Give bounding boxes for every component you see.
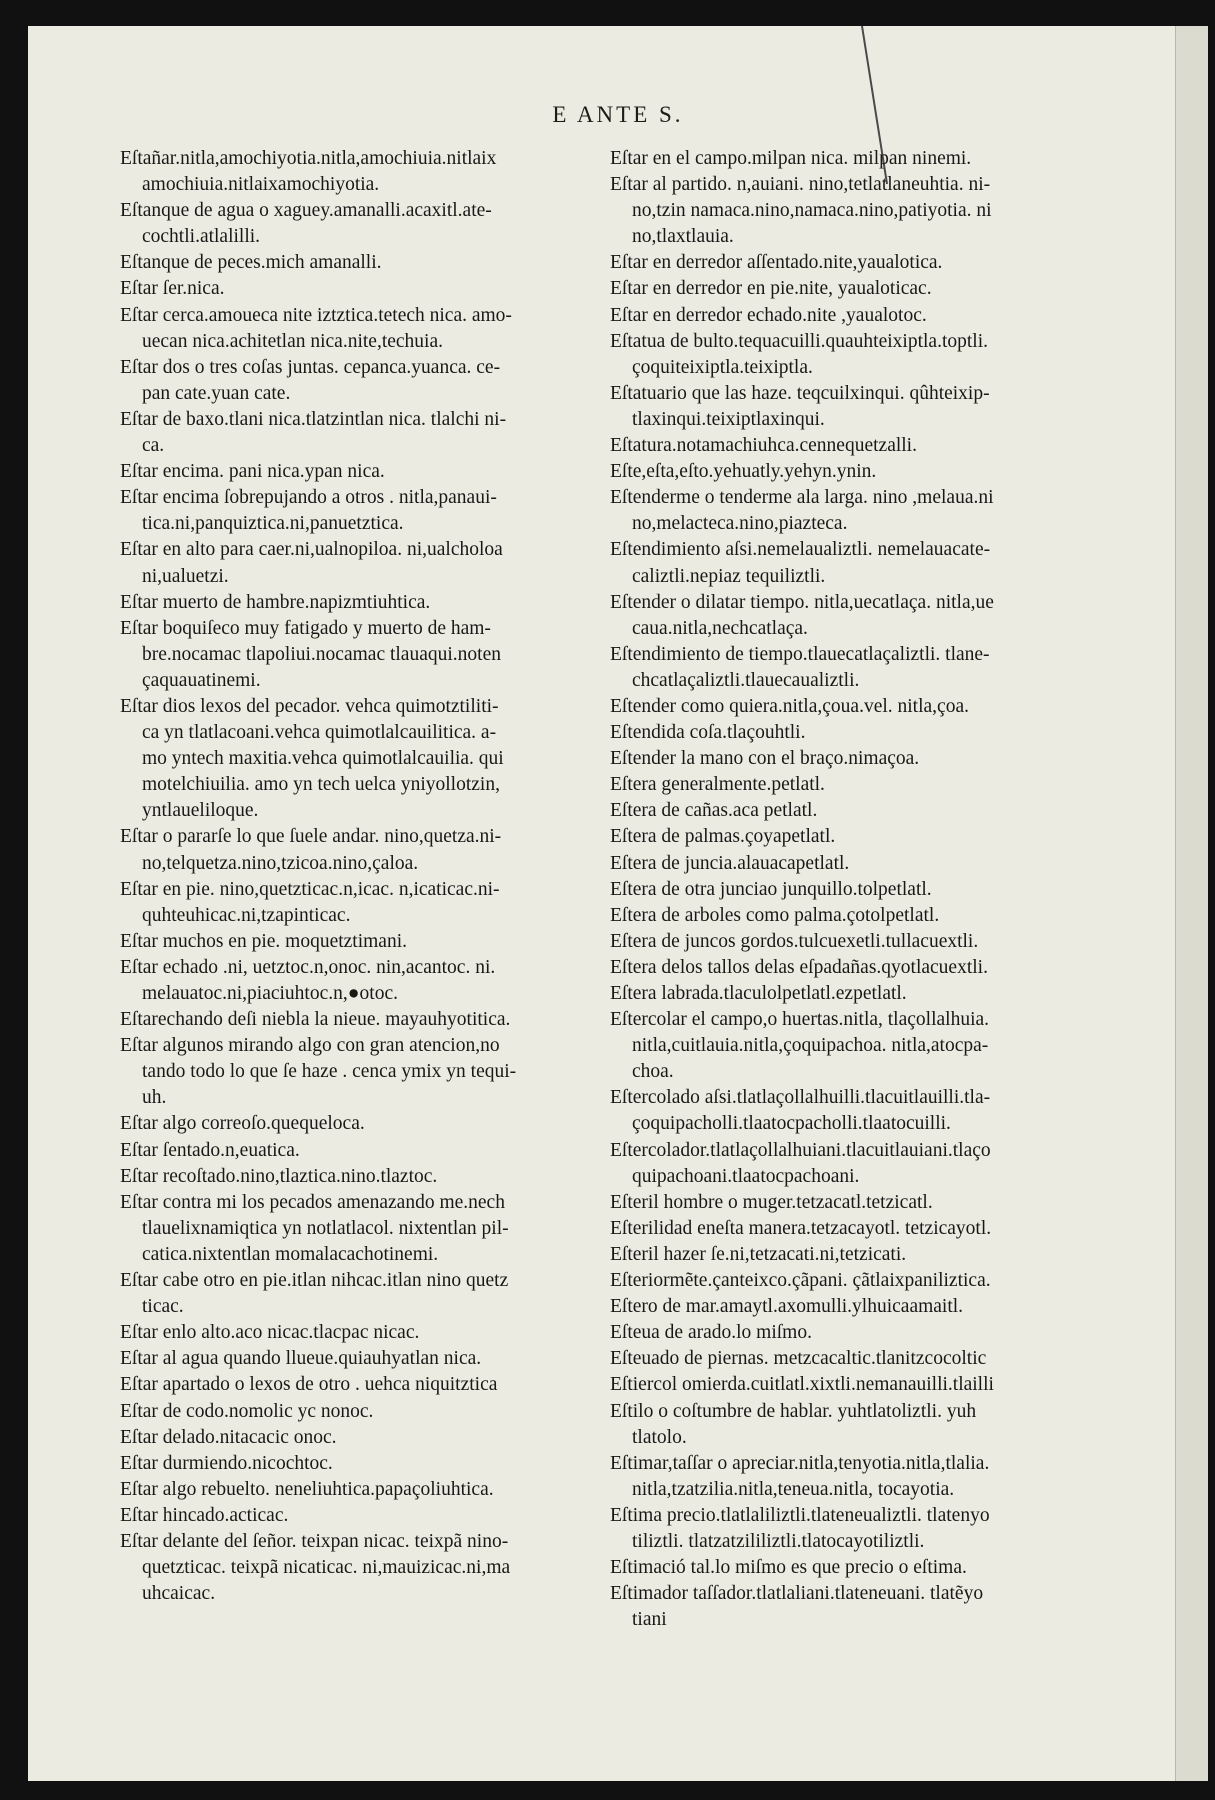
dictionary-line: Eſtar de baxo.tlani nica.tlatzintlan nica. tlalchi ni- bbox=[120, 408, 507, 430]
dictionary-line: amochiuia.nitlaixamochiyotia. bbox=[142, 174, 380, 196]
page-header: E ANTE S. bbox=[552, 102, 684, 127]
dictionary-line: pan cate.yuan cate. bbox=[142, 382, 291, 404]
dictionary-line: tiliztli. tlatzatzililiztli.tlatocayotiliztli. bbox=[632, 1530, 925, 1552]
dictionary-line: Eſtar encima ſobrepujando a otros . nitla,panaui- bbox=[120, 487, 497, 509]
dictionary-line: Eſtimació tal.lo miſmo es que precio o eſtima. bbox=[610, 1557, 967, 1579]
dictionary-line: Eſtendimiento de tiempo.tlauecatlaçaliztli. tlane- bbox=[610, 643, 990, 665]
dictionary-line: mo yntech maxitia.vehca quimotlalcauilia. qui bbox=[142, 748, 504, 770]
dictionary-line: ca yn tlatlacoani.vehca quimotlalcauilitica. a- bbox=[142, 722, 497, 744]
dictionary-line: Eſtilo o coſtumbre de hablar. yuhtlatoliztli. yuh bbox=[610, 1400, 977, 1422]
dictionary-line: tando todo lo que ſe haze . cenca ymix yn tequi- bbox=[142, 1061, 517, 1083]
dictionary-line: Eſtar ſentado.n,euatica. bbox=[120, 1139, 300, 1161]
dictionary-line: Eſtera generalmente.petlatl. bbox=[610, 774, 825, 796]
dictionary-line: no,tlaxtlauia. bbox=[632, 226, 734, 248]
dictionary-line: Eſteua de arado.lo miſmo. bbox=[610, 1322, 812, 1344]
dictionary-line: quipachoani.tlaatocpachoani. bbox=[632, 1165, 860, 1187]
dictionary-line: Eſtender o dilatar tiempo. nitla,uecatlaça. nitla,ue bbox=[610, 591, 994, 613]
dictionary-line: Eſtera labrada.tlaculolpetlatl.ezpetlatl. bbox=[610, 983, 907, 1004]
dictionary-line: Eſtar en el campo.milpan nica. milpan ninemi. bbox=[610, 148, 972, 169]
dictionary-line: Eſtender la mano con el braço.nimaçoa. bbox=[610, 748, 920, 770]
dictionary-line: Eſtimador taſſador.tlatlaliani.tlateneuani. tlatẽyo bbox=[610, 1583, 984, 1605]
left-column bbox=[120, 146, 620, 1607]
right-column bbox=[610, 146, 1120, 1633]
dictionary-line: Eſtar algunos mirando algo con gran atencion,no bbox=[120, 1035, 500, 1057]
dictionary-line: caliztli.nepiaz tequiliztli. bbox=[632, 565, 826, 587]
dictionary-line: Eſtarechando deſi niebla la nieue. mayauhyotitica. bbox=[120, 1009, 511, 1031]
dictionary-line: Eſtar cabe otro en pie.itlan nihcac.itlan nino quetz bbox=[120, 1270, 509, 1292]
dictionary-line: Eſtera de juncia.alauacapetlatl. bbox=[610, 852, 850, 874]
dictionary-line: quetzticac. teixpã nicaticac. ni,mauizicac.ni,ma bbox=[142, 1557, 511, 1579]
dictionary-line: no,melacteca.nino,piazteca. bbox=[632, 513, 848, 535]
dictionary-line: Eſtar de codo.nomolic yc nonoc. bbox=[120, 1400, 374, 1422]
dictionary-line: çaquauatinemi. bbox=[142, 669, 261, 691]
dictionary-line: Eſtendimiento aſsi.nemelaualiztli. nemelauacate- bbox=[610, 539, 991, 561]
dictionary-line: uhcaicac. bbox=[142, 1583, 216, 1605]
dictionary-line: Eſtera de palmas.çoyapetlatl. bbox=[610, 826, 836, 848]
dictionary-line: Eſtar en derredor echado.nite ,yaualotoc. bbox=[610, 304, 927, 326]
dictionary-line: yntlaueliloque. bbox=[142, 800, 259, 822]
dictionary-line: Eſtatuario que las haze. teqcuilxinqui. qûhteixip- bbox=[610, 382, 990, 404]
dictionary-line: Eſtar en derredor aſſentado.nite,yaualotica. bbox=[610, 252, 943, 274]
dictionary-line: Eſtar enlo alto.aco nicac.tlacpac nicac. bbox=[120, 1322, 420, 1344]
dictionary-line: nitla,cuitlauia.nitla,çoquipachoa. nitla,atocpa- bbox=[632, 1035, 989, 1057]
dictionary-line: Eſtar al partido. n,auiani. nino,tetlatlaneuhtia. ni- bbox=[610, 174, 991, 196]
dictionary-line: Eſtercolador.tlatlaçollalhuiani.tlacuitlauiani.tlaço bbox=[610, 1139, 991, 1161]
dictionary-line: Eſtar hincado.acticac. bbox=[120, 1504, 289, 1526]
dictionary-line: ticac. bbox=[142, 1296, 184, 1318]
dictionary-line: no,tzin namaca.nino,namaca.nino,patiyotia. ni bbox=[632, 200, 992, 222]
dictionary-line: ni,ualuetzi. bbox=[142, 565, 229, 587]
dictionary-line: Eſtar recoſtado.nino,tlaztica.nino.tlaztoc. bbox=[120, 1165, 438, 1187]
dictionary-line: Eſtatua de bulto.tequacuilli.quauhteixiptla.toptli. bbox=[610, 330, 988, 352]
dictionary-line: Eſtar cerca.amoueca nite iztztica.tetech nica. amo- bbox=[120, 304, 512, 326]
dictionary-line: choa. bbox=[632, 1061, 674, 1083]
dictionary-line: tiani bbox=[632, 1609, 667, 1631]
dictionary-line: Eſtar en alto para caer.ni,ualnopiloa. ni,ualcholoa bbox=[120, 539, 503, 561]
dictionary-line: Eſtenderme o tenderme ala larga. nino ,melaua.ni bbox=[610, 487, 994, 509]
dictionary-line: Eſtar contra mi los pecados amenazando me.nech bbox=[120, 1191, 505, 1213]
dictionary-line: caua.nitla,nechcatlaça. bbox=[632, 617, 808, 639]
dictionary-line: cochtli.atlalilli. bbox=[142, 226, 261, 248]
dictionary-line: Eſtar ſer.nica. bbox=[120, 278, 225, 300]
dictionary-line: Eſtar en derredor en pie.nite, yaualoticac. bbox=[610, 278, 932, 300]
dictionary-line: Eſtanque de agua o xaguey.amanalli.acaxitl.ate- bbox=[120, 200, 492, 222]
dictionary-line: Eſtera de otra junciao junquillo.tolpetlatl. bbox=[610, 878, 932, 900]
dictionary-line: Eſteuado de piernas. metzcacaltic.tlanitzcocoltic bbox=[610, 1348, 987, 1370]
dictionary-line: motelchiuilia. amo yn tech uelca yniyollotzin, bbox=[142, 774, 500, 796]
dictionary-line: Eſtar algo correoſo.quequeloca. bbox=[120, 1113, 365, 1135]
dictionary-line: Eſtar muerto de hambre.napizmtiuhtica. bbox=[120, 591, 431, 613]
dictionary-line: ca. bbox=[142, 435, 165, 457]
dictionary-line: Eſtar durmiendo.nicochtoc. bbox=[120, 1452, 333, 1474]
dictionary-line: Eſtar delante del ſeñor. teixpan nicac. teixpã nino- bbox=[120, 1530, 509, 1552]
dictionary-line: uh. bbox=[142, 1087, 167, 1109]
dictionary-line: Eſtar apartado o lexos de otro . uehca niquitztica bbox=[120, 1374, 498, 1396]
dictionary-line: Eſtar en pie. nino,quetzticac.n,icac. n,icaticac.ni- bbox=[120, 878, 500, 900]
dictionary-line: Eſtar boquiſeco muy fatigado y muerto de ham- bbox=[120, 617, 491, 639]
dictionary-line: chcatlaçaliztli.tlauecaualiztli. bbox=[632, 669, 860, 691]
dictionary-line: Eſtatura.notamachiuhca.cennequetzalli. bbox=[610, 435, 917, 457]
dictionary-line: Eſtera de cañas.aca petlatl. bbox=[610, 800, 818, 822]
dictionary-line: Eſtera de arboles como palma.çotolpetlatl. bbox=[610, 904, 940, 926]
dictionary-line: tlaxinqui.teixiptlaxinqui. bbox=[632, 408, 825, 430]
dictionary-line: Eſtero de mar.amaytl.axomulli.ylhuicaamaitl. bbox=[610, 1296, 964, 1318]
dictionary-line: Eſtera delos tallos delas eſpadañas.qyotlacuextli. bbox=[610, 956, 988, 978]
dictionary-line: Eſtima precio.tlatlaliliztli.tlateneualiztli. tlatenyo bbox=[610, 1504, 990, 1526]
dictionary-line: Eſtar o pararſe lo que ſuele andar. nino,quetza.ni- bbox=[120, 826, 502, 848]
dictionary-line: tlauelixnamiqtica yn notlatlacol. nixtentlan pil- bbox=[142, 1217, 509, 1239]
dictionary-line: melauatoc.ni,piaciuhtoc.n,●otoc. bbox=[142, 983, 398, 1004]
dictionary-line: Eſtar dos o tres coſas juntas. cepanca.yuanca. ce- bbox=[120, 356, 501, 378]
dictionary-line: çoquipacholli.tlaatocpacholli.tlaatocuilli. bbox=[632, 1113, 951, 1135]
dictionary-line: Eſtar algo rebuelto. neneliuhtica.papaçoliuhtica. bbox=[120, 1478, 494, 1500]
dictionary-line: nitla,tzatzilia.nitla,teneua.nitla, tocayotia. bbox=[632, 1478, 955, 1500]
dictionary-line: Eſteriormẽte.çanteixco.çãpani. çãtlaixpaniliztica. bbox=[610, 1270, 991, 1292]
dictionary-line: Eſterilidad eneſta manera.tetzacayotl. tetzicayotl. bbox=[610, 1217, 992, 1239]
dictionary-line: Eſtera de juncos gordos.tulcuexetli.tullacuextli. bbox=[610, 930, 979, 952]
dictionary-line: tlatolo. bbox=[632, 1426, 687, 1448]
dictionary-line: Eſtercolar el campo,o huertas.nitla, tlaçollalhuia. bbox=[610, 1009, 990, 1031]
dictionary-line: Eſteril hombre o muger.tetzacatl.tetzicatl. bbox=[610, 1191, 933, 1213]
dictionary-line: Eſtiercol omierda.cuitlatl.xixtli.nemanauilli.tlailli bbox=[610, 1374, 994, 1396]
dictionary-line: Eſtar al agua quando llueue.quiauhyatlan nica. bbox=[120, 1348, 482, 1370]
dictionary-line: catica.nixtentlan momalacachotinemi. bbox=[142, 1243, 439, 1265]
dictionary-line: Eſtercolado aſsi.tlatlaçollalhuilli.tlacuitlauilli.tla- bbox=[610, 1087, 991, 1109]
dictionary-line: Eſtar muchos en pie. moquetztimani. bbox=[120, 930, 408, 952]
dictionary-line: Eſtender como quiera.nitla,çoua.vel. nitla,çoa. bbox=[610, 695, 969, 717]
dictionary-line: no,telquetza.nino,tzicoa.nino,çaloa. bbox=[142, 852, 419, 874]
dictionary-line: Eſteril hazer ſe.ni,tetzacati.ni,tetzicati. bbox=[610, 1243, 907, 1265]
dictionary-line: Eſtañar.nitla,amochiyotia.nitla,amochiuia.nitlaix bbox=[120, 148, 497, 169]
dictionary-line: quhteuhicac.ni,tzapinticac. bbox=[142, 904, 351, 926]
dictionary-line: uecan nica.achitetlan nica.nite,techuia. bbox=[142, 330, 444, 352]
dictionary-line: Eſte,eſta,eſto.yehuatly.yehyn.ynin. bbox=[610, 461, 877, 483]
dictionary-line: Eſtimar,taſſar o apreciar.nitla,tenyotia.nitla,tlalia. bbox=[610, 1452, 990, 1474]
dictionary-line: Eſtar dios lexos del pecador. vehca quimotztiliti- bbox=[120, 695, 499, 717]
dictionary-line: Eſtar echado .ni, uetztoc.n,onoc. nin,acantoc. ni. bbox=[120, 956, 496, 978]
dictionary-line: Eſtar delado.nitacacic onoc. bbox=[120, 1426, 337, 1448]
book-page bbox=[28, 26, 1208, 1781]
dictionary-line: bre.nocamac tlapoliui.nocamac tlauaqui.noten bbox=[142, 643, 501, 665]
dictionary-line: çoquiteixiptla.teixiptla. bbox=[632, 356, 813, 378]
dictionary-line: Eſtendida coſa.tlaçouhtli. bbox=[610, 722, 806, 744]
dictionary-line: Eſtanque de peces.mich amanalli. bbox=[120, 252, 382, 274]
dictionary-line: Eſtar encima. pani nica.ypan nica. bbox=[120, 461, 385, 483]
dictionary-line: tica.ni,panquiztica.ni,panuetztica. bbox=[142, 513, 404, 535]
